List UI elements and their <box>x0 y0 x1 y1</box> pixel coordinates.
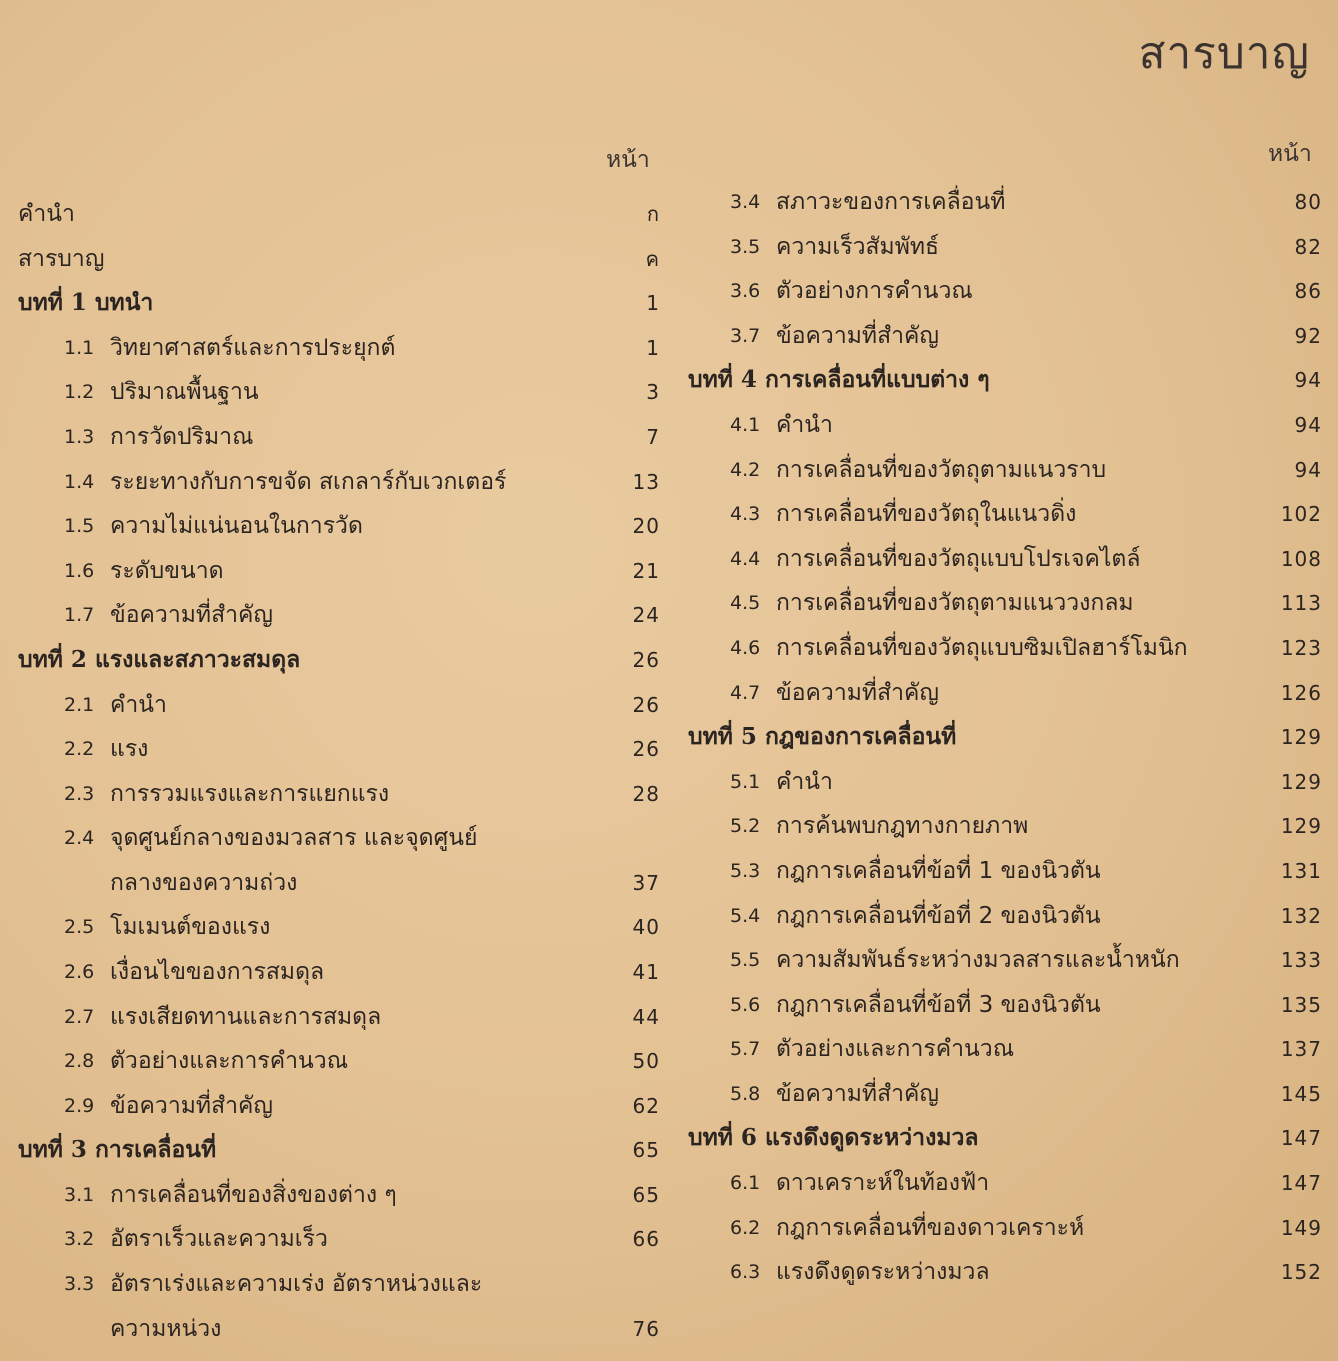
page-number: 133 <box>1280 948 1322 973</box>
section-title: แรงดึงดูดระหว่างมวล <box>776 1259 990 1286</box>
toc-section-entry[interactable] <box>688 894 1322 939</box>
toc-chapter-entry[interactable] <box>688 358 1322 403</box>
section-title: ตัวอย่างการคำนวณ <box>776 278 973 305</box>
section-number: 6.2 <box>730 1216 761 1239</box>
section-title: ข้อความที่สำคัญ <box>110 1092 274 1119</box>
page-number: 24 <box>632 603 660 628</box>
toc-section-entry[interactable] <box>688 269 1322 314</box>
page-number: 37 <box>632 870 660 895</box>
section-number: 3.5 <box>730 235 761 258</box>
toc-section-entry[interactable] <box>688 492 1322 537</box>
section-title-continued: กลางของความถ่วง <box>110 869 298 896</box>
page-number: 1 <box>646 335 660 360</box>
section-number: 4.3 <box>730 503 761 526</box>
section-title: การเคลื่อนที่ของสิ่งของต่าง ๆ <box>110 1181 397 1208</box>
page-number: 135 <box>1280 992 1322 1017</box>
page-number: 65 <box>632 1138 660 1163</box>
page-number: 147 <box>1280 1171 1322 1196</box>
section-number: 4.1 <box>730 413 761 436</box>
section-number: 3.3 <box>64 1273 95 1296</box>
toc-section-entry[interactable] <box>18 1217 660 1262</box>
page-number: 40 <box>632 915 660 940</box>
section-number: 3.4 <box>730 191 761 213</box>
entry-title: บทที่ 5 กฎของการเคลื่อนที่ <box>688 723 957 751</box>
section-number: 4.2 <box>730 458 761 481</box>
page-number: 28 <box>632 781 660 806</box>
page-number: 80 <box>1294 190 1322 214</box>
page-number: 26 <box>632 692 660 717</box>
section-title: ข้อความที่สำคัญ <box>776 322 940 349</box>
toc-section-entry[interactable] <box>688 626 1322 671</box>
page-number: 20 <box>632 514 660 539</box>
page-number: 13 <box>632 469 660 494</box>
section-title: การเคลื่อนที่ของวัตถุในแนวดิ่ง <box>776 501 1077 528</box>
toc-section-entry[interactable] <box>688 1161 1322 1206</box>
section-number: 3.1 <box>64 1183 95 1206</box>
toc-section-entry[interactable] <box>688 804 1322 849</box>
section-title: การเคลื่อนที่ของวัตถุตามแนวราบ <box>776 456 1107 483</box>
toc-section-entry[interactable] <box>18 415 660 460</box>
page-number: 137 <box>1280 1037 1322 1062</box>
page-number: 94 <box>1294 368 1322 393</box>
page-number: 102 <box>1280 502 1322 527</box>
section-title: อัตราเร็วและความเร็ว <box>110 1226 328 1253</box>
section-number: 1.6 <box>64 559 95 582</box>
section-number: 2.1 <box>64 693 95 716</box>
toc-section-entry[interactable] <box>18 683 660 728</box>
toc-section-entry[interactable] <box>18 370 660 415</box>
page-number: 129 <box>1280 769 1322 794</box>
page-number: 123 <box>1280 635 1322 660</box>
toc-section-entry[interactable] <box>688 1072 1322 1117</box>
section-title: ระยะทางกับการขจัด สเกลาร์กับเวกเตอร์ <box>110 468 507 495</box>
section-title: คำนำ <box>776 768 833 795</box>
toc-left-column <box>18 192 660 1351</box>
section-title: ความเร็วสัมพัทธ์ <box>776 233 940 260</box>
toc-section-entry[interactable] <box>688 403 1322 448</box>
toc-chapter-entry[interactable] <box>18 281 660 326</box>
section-title: ความไม่แน่นอนในการวัด <box>110 513 363 540</box>
toc-section-entry[interactable] <box>18 504 660 549</box>
section-title: จุดศูนย์กลางของมวลสาร และจุดศูนย์ <box>110 825 478 852</box>
entry-title: บทที่ 3 การเคลื่อนที่ <box>18 1136 217 1164</box>
section-number: 1.7 <box>64 604 95 627</box>
page-number: 1 <box>646 291 660 316</box>
page-number: 65 <box>632 1182 660 1207</box>
section-title: ความสัมพันธ์ระหว่างมวลสารและน้ำหนัก <box>776 947 1180 974</box>
section-title: ข้อความที่สำคัญ <box>110 602 274 629</box>
section-title: วิทยาศาสตร์และการประยุกต์ <box>110 334 396 361</box>
page-number: 129 <box>1280 814 1322 839</box>
section-title: ดาวเคราะห์ในท้องฟ้า <box>776 1170 990 1197</box>
page-number: 50 <box>632 1049 660 1074</box>
section-title: การรวมแรงและการแยกแรง <box>110 780 390 807</box>
page-number: 82 <box>1294 234 1322 259</box>
section-number: 2.5 <box>64 916 95 939</box>
entry-title: สารบาญ <box>18 245 105 272</box>
toc-section-entry[interactable] <box>18 995 660 1040</box>
page-number: ก <box>646 202 660 226</box>
toc-section-entry[interactable] <box>688 1250 1322 1295</box>
toc-chapter-entry[interactable] <box>18 1128 660 1173</box>
page-number: 76 <box>632 1316 660 1341</box>
section-number: 4.6 <box>730 636 761 659</box>
toc-chapter-entry[interactable] <box>688 1116 1322 1161</box>
page-number: 21 <box>632 558 660 583</box>
toc-front-entry[interactable] <box>18 192 660 237</box>
section-number: 5.3 <box>730 859 761 882</box>
section-number: 5.6 <box>730 993 761 1016</box>
page-number: 26 <box>632 647 660 672</box>
section-title: ข้อความที่สำคัญ <box>776 1080 940 1107</box>
page-number: 26 <box>632 737 660 762</box>
toc-section-entry[interactable] <box>18 1039 660 1084</box>
toc-section-entry[interactable] <box>18 549 660 594</box>
page-number: 152 <box>1280 1260 1322 1285</box>
toc-section-entry[interactable] <box>18 1262 660 1351</box>
page-number: 66 <box>632 1227 660 1252</box>
toc-section-entry[interactable] <box>18 772 660 817</box>
section-number: 1.3 <box>64 425 95 448</box>
page-number: 62 <box>632 1093 660 1118</box>
entry-title: บทที่ 4 การเคลื่อนที่แบบต่าง ๆ <box>688 366 990 394</box>
section-title: เงื่อนไขของการสมดุล <box>110 958 325 985</box>
section-title: การเคลื่อนที่ของวัตถุตามแนววงกลม <box>776 590 1134 617</box>
page-number: 147 <box>1280 1126 1322 1151</box>
toc-section-entry[interactable] <box>688 225 1322 270</box>
page-number: 7 <box>646 424 660 449</box>
toc-section-entry[interactable] <box>688 448 1322 493</box>
section-number: 5.8 <box>730 1082 761 1105</box>
entry-title: บทที่ 1 บทนำ <box>18 289 154 317</box>
page-number: 86 <box>1294 279 1322 304</box>
section-title: ตัวอย่างและการคำนวณ <box>110 1048 349 1075</box>
section-number: 2.6 <box>64 960 95 983</box>
page-number: 145 <box>1280 1081 1322 1106</box>
toc-section-entry[interactable] <box>688 180 1322 225</box>
section-title: ปริมาณพื้นฐาน <box>110 379 259 406</box>
section-title: กฎการเคลื่อนที่ข้อที่ 2 ของนิวตัน <box>776 902 1101 929</box>
toc-section-entry[interactable] <box>18 727 660 772</box>
page-column-header-right: หน้า <box>1268 141 1312 167</box>
toc-front-entry[interactable] <box>18 237 660 282</box>
section-title: อัตราเร่งและความเร่ง อัตราหน่วงและ <box>110 1271 483 1298</box>
section-number: 4.5 <box>730 592 761 615</box>
page-number: 92 <box>1294 323 1322 348</box>
section-number: 4.7 <box>730 681 761 704</box>
page-number: 3 <box>646 380 660 405</box>
section-title: กฎการเคลื่อนที่ข้อที่ 1 ของนิวตัน <box>776 857 1101 884</box>
section-title: คำนำ <box>776 411 833 438</box>
section-number: 1.2 <box>64 381 95 404</box>
section-title: แรงเสียดทานและการสมดุล <box>110 1003 382 1030</box>
toc-section-entry[interactable] <box>688 938 1322 983</box>
section-number: 2.9 <box>64 1094 95 1117</box>
section-title: การเคลื่อนที่ของวัตถุแบบซิมเปิลฮาร์โมนิก <box>776 634 1188 661</box>
section-number: 2.4 <box>64 827 95 850</box>
section-number: 5.7 <box>730 1038 761 1061</box>
section-number: 4.4 <box>730 547 761 570</box>
toc-section-entry[interactable] <box>688 1027 1322 1072</box>
section-title: แรง <box>110 736 149 763</box>
toc-section-entry[interactable] <box>18 950 660 995</box>
section-title: กฎการเคลื่อนที่ของดาวเคราะห์ <box>776 1214 1085 1241</box>
section-title: กฎการเคลื่อนที่ข้อที่ 3 ของนิวตัน <box>776 991 1101 1018</box>
toc-section-entry[interactable] <box>18 593 660 638</box>
page-number: ค <box>645 246 660 271</box>
toc-section-entry[interactable] <box>18 460 660 505</box>
toc-section-entry[interactable] <box>688 1206 1322 1251</box>
section-number: 1.4 <box>64 470 95 493</box>
section-title: ข้อความที่สำคัญ <box>776 679 940 706</box>
section-number: 2.7 <box>64 1005 95 1028</box>
toc-section-entry[interactable] <box>18 816 660 905</box>
section-title: สภาวะของการเคลื่อนที่ <box>776 189 1006 215</box>
toc-section-entry[interactable] <box>688 671 1322 716</box>
toc-section-entry[interactable] <box>688 849 1322 894</box>
toc-chapter-entry[interactable] <box>18 638 660 683</box>
page-number: 131 <box>1280 858 1322 883</box>
toc-section-entry[interactable] <box>18 905 660 950</box>
page-column-header-left: หน้า <box>606 147 650 173</box>
section-number: 3.6 <box>730 280 761 303</box>
entry-title: คำนำ <box>18 201 75 227</box>
section-number: 1.1 <box>64 336 95 359</box>
toc-section-entry[interactable] <box>688 581 1322 626</box>
section-number: 2.3 <box>64 782 95 805</box>
toc-section-entry[interactable] <box>18 1084 660 1129</box>
section-number: 6.1 <box>730 1172 761 1195</box>
page-number: 41 <box>632 959 660 984</box>
section-title-continued: ความหน่วง <box>110 1315 222 1342</box>
page-number: 129 <box>1280 725 1322 750</box>
page-number: 126 <box>1280 680 1322 705</box>
toc-section-entry[interactable] <box>18 1173 660 1218</box>
section-number: 1.5 <box>64 515 95 538</box>
section-title: คำนำ <box>110 691 167 718</box>
page-number: 113 <box>1280 591 1322 616</box>
toc-section-entry[interactable] <box>688 760 1322 805</box>
section-number: 3.2 <box>64 1228 95 1251</box>
section-title: ตัวอย่างและการคำนวณ <box>776 1036 1015 1063</box>
section-title: การเคลื่อนที่ของวัตถุแบบโปรเจคไตล์ <box>776 545 1141 572</box>
page-number: 94 <box>1294 412 1322 437</box>
toc-right-column <box>688 180 1322 1295</box>
page-number: 132 <box>1280 903 1322 928</box>
section-number: 5.2 <box>730 815 761 838</box>
section-number: 2.2 <box>64 738 95 761</box>
section-number: 2.8 <box>64 1050 95 1073</box>
page-number: 149 <box>1280 1215 1322 1240</box>
section-title: การวัดปริมาณ <box>110 423 254 450</box>
page-number: 94 <box>1294 457 1322 482</box>
entry-title: บทที่ 6 แรงดึงดูดระหว่างมวล <box>688 1124 979 1152</box>
toc-section-entry[interactable] <box>688 537 1322 582</box>
toc-chapter-entry[interactable] <box>688 715 1322 760</box>
entry-title: บทที่ 2 แรงและสภาวะสมดุล <box>18 645 301 673</box>
section-number: 5.1 <box>730 770 761 793</box>
section-title: ระดับขนาด <box>110 557 224 584</box>
section-number: 5.5 <box>730 949 761 972</box>
section-number: 5.4 <box>730 904 761 927</box>
section-number: 6.3 <box>730 1261 761 1284</box>
page-title: สารบาญ <box>1138 28 1310 79</box>
page-number: 44 <box>632 1004 660 1029</box>
section-number: 3.7 <box>730 324 761 347</box>
section-title: การค้นพบกฎทางกายภาพ <box>776 813 1029 840</box>
toc-section-entry[interactable] <box>18 326 660 371</box>
toc-section-entry[interactable] <box>688 983 1322 1028</box>
section-title: โมเมนต์ของแรง <box>110 914 271 941</box>
page-number: 108 <box>1280 546 1322 571</box>
toc-section-entry[interactable] <box>688 314 1322 359</box>
